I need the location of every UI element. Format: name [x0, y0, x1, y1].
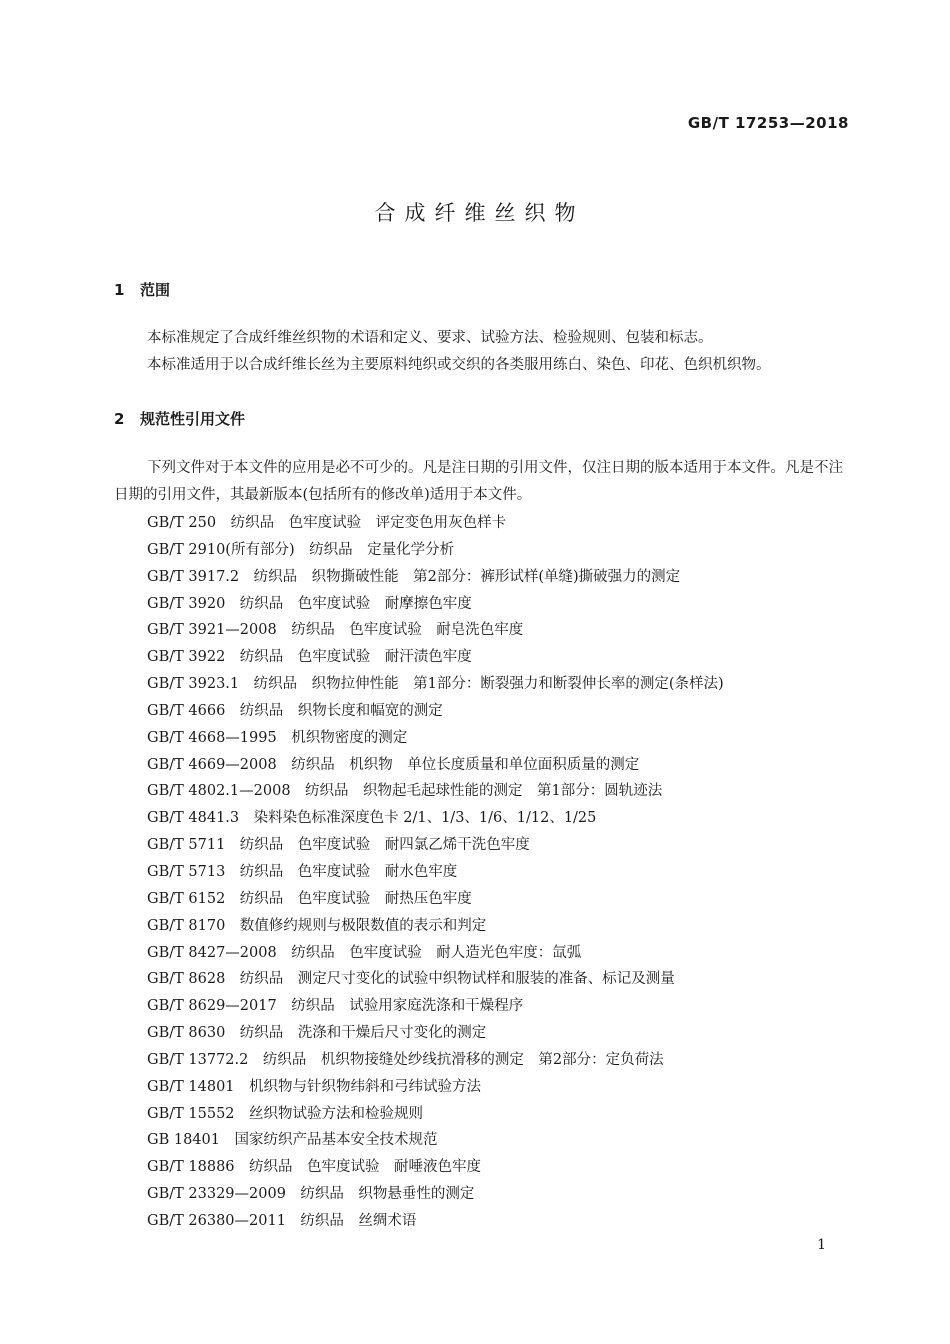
reference-item: GB/T 8628 纺织品 测定尺寸变化的试验中织物试样和服装的准备、标记及测量 [147, 971, 675, 988]
reference-item: GB/T 18886 纺织品 色牢度试验 耐唾液色牢度 [147, 1159, 482, 1176]
reference-item: GB/T 3921—2008 纺织品 色牢度试验 耐皂洗色牢度 [147, 622, 524, 639]
section-2-intro [114, 455, 854, 509]
reference-item: GB/T 8630 纺织品 洗涤和干燥后尺寸变化的测定 [147, 1025, 487, 1042]
section-2-heading [114, 408, 245, 429]
reference-item: GB/T 8170 数值修约规则与极限数值的表示和判定 [147, 917, 487, 934]
reference-item: GB/T 8629—2017 纺织品 试验用家庭洗涤和干燥程序 [147, 998, 524, 1015]
reference-item: GB/T 4802.1—2008 纺织品 织物起毛起球性能的测定 第1部分：圆轨迹法 [147, 783, 663, 800]
scope-paragraph-1: 本标准规定了合成纤维丝织物的术语和定义、要求、试验方法、检验规则、包装和标志。 [147, 330, 713, 346]
reference-item: GB/T 8427—2008 纺织品 色牢度试验 耐人造光色牢度：氙弧 [147, 944, 582, 961]
section-2-number: 2 [114, 410, 125, 428]
reference-item: GB/T 3917.2 纺织品 织物撕破性能 第2部分：裤形试样(单缝)撕破强力的测定 [147, 568, 681, 585]
section-1-title: 范围 [140, 281, 171, 299]
reference-item: GB/T 3922 纺织品 色牢度试验 耐汗渍色牢度 [147, 649, 472, 666]
reference-item: GB/T 5711 纺织品 色牢度试验 耐四氯乙烯干洗色牢度 [147, 837, 530, 854]
reference-item: GB/T 26380—2011 纺织品 丝绸术语 [147, 1212, 417, 1229]
reference-item: GB/T 3920 纺织品 色牢度试验 耐摩擦色牢度 [147, 595, 472, 612]
reference-item: GB/T 2910(所有部分) 纺织品 定量化学分析 [147, 541, 455, 558]
reference-item: GB/T 6152 纺织品 色牢度试验 耐热压色牢度 [147, 890, 472, 907]
reference-item: GB/T 3923.1 纺织品 织物拉伸性能 第1部分：断裂强力和断裂伸长率的测定(条样法) [147, 676, 724, 693]
section-1-heading [114, 279, 170, 300]
reference-item: GB/T 250 纺织品 色牢度试验 评定变色用灰色样卡 [147, 515, 507, 531]
page-number: 1 [817, 1237, 826, 1253]
references-intro-paragraph: 下列文件对于本文件的应用是必不可少的。凡是注日期的引用文件，仅注日期的版本适用于本文件。凡是不注日期的引用文件，其最新版本(包括所有的修改单)适用于本文件。 [114, 460, 843, 503]
normative-references-list [147, 510, 724, 1235]
standard-code: GB/T 17253—2018 [687, 114, 849, 132]
reference-item: GB/T 15552 丝织物试验方法和检验规则 [147, 1105, 424, 1122]
section-1-number: 1 [114, 281, 125, 299]
reference-item: GB/T 4841.3 染料染色标准深度色卡 2/1、1/3、1/6、1/12、1/25 [147, 810, 597, 827]
reference-item: GB/T 5713 纺织品 色牢度试验 耐水色牢度 [147, 863, 458, 880]
reference-item: GB/T 4666 纺织品 织物长度和幅宽的测定 [147, 702, 443, 719]
reference-item: GB/T 13772.2 纺织品 机织物接缝处纱线抗滑移的测定 第2部分：定负荷法 [147, 1051, 664, 1068]
document-title: 合成纤维丝织物 [374, 201, 585, 225]
scope-paragraph-2: 本标准适用于以合成纤维长丝为主要原料纯织或交织的各类服用练白、染色、印花、色织机织物。 [147, 357, 771, 373]
section-2-title: 规范性引用文件 [140, 410, 246, 428]
reference-item: GB/T 23329—2009 纺织品 织物悬垂性的测定 [147, 1186, 475, 1203]
section-1-body [114, 325, 854, 379]
reference-item: GB/T 4669—2008 纺织品 机织物 单位长度质量和单位面积质量的测定 [147, 756, 640, 773]
reference-item: GB/T 4668—1995 机织物密度的测定 [147, 729, 408, 746]
reference-item: GB/T 14801 机织物与针织物纬斜和弓纬试验方法 [147, 1078, 482, 1095]
reference-item: GB 18401 国家纺织产品基本安全技术规范 [147, 1132, 438, 1149]
